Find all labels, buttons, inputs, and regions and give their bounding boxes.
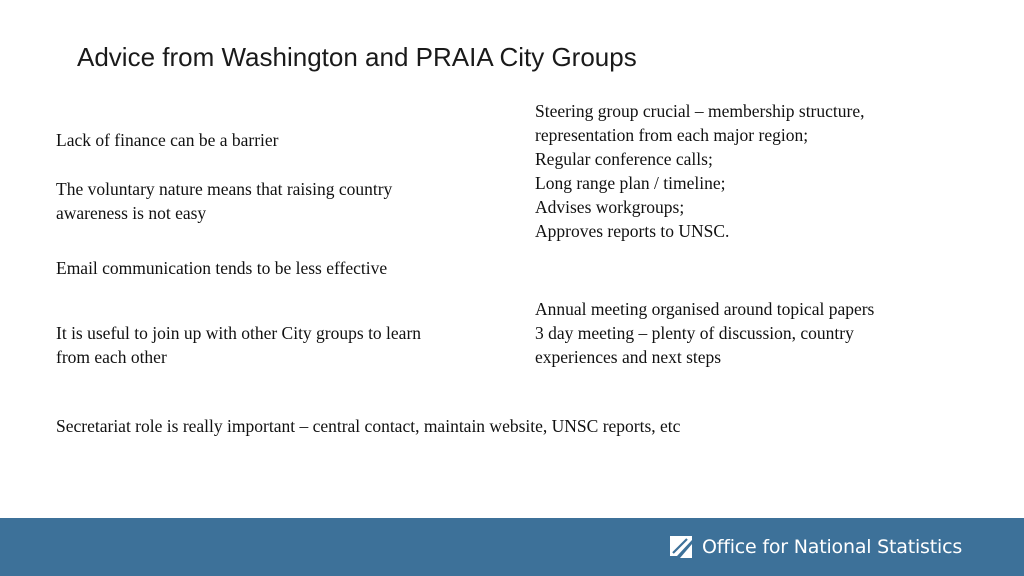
footer-bar (0, 518, 1024, 576)
ons-logo (668, 532, 962, 562)
text-line: Regular conference calls; (535, 149, 713, 169)
text-line: It is useful to join up with other City groups to learn (56, 323, 422, 343)
text-line: experiences and next steps (535, 347, 722, 367)
bottom-note-secretariat: Secretariat role is really important – central contact, maintain website, UNSC reports, etc (56, 416, 681, 436)
text-line: Steering group crucial – membership structure, (535, 101, 865, 121)
text-line: Advises workgroups; (535, 197, 685, 217)
logo-text-office-for: Office for (702, 536, 794, 558)
text-line: from each other (56, 347, 167, 367)
left-item-voluntary (56, 177, 392, 225)
text-line: Annual meeting organised around topical papers (535, 299, 875, 319)
right-block-annual-meeting (535, 297, 874, 369)
left-item-finance: Lack of finance can be a barrier (56, 130, 279, 150)
left-item-join-groups (56, 321, 421, 369)
right-block-steering (535, 99, 864, 243)
ons-logo-icon (668, 534, 694, 560)
text-line: representation from each major region; (535, 125, 809, 145)
ons-logo-text (702, 536, 962, 558)
text-line: 3 day meeting – plenty of discussion, country (535, 323, 854, 343)
logo-text-national-statistics: National Statistics (793, 536, 963, 558)
text-line: Long range plan / timeline; (535, 173, 726, 193)
left-item-email: Email communication tends to be less effective (56, 258, 388, 278)
text-line: The voluntary nature means that raising country (56, 179, 393, 199)
text-line: Approves reports to UNSC. (535, 221, 730, 241)
text-line: awareness is not easy (56, 203, 207, 223)
slide-title: Advice from Washington and PRAIA City Groups (77, 42, 637, 72)
